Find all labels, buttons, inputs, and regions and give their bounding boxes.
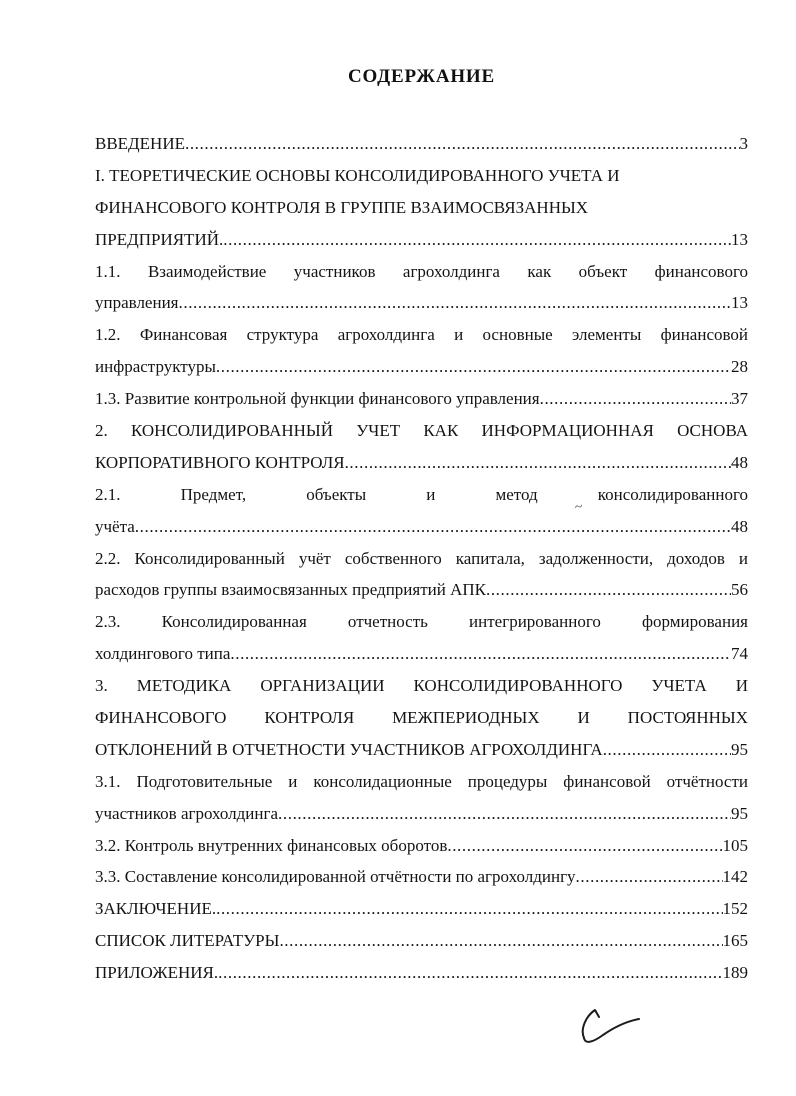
toc-entry-zaklyuchenie — [95, 893, 748, 925]
toc-entry-text: 3.3. Составление консолидированной отчётности по агрохолдингу — [95, 867, 576, 887]
handwritten-pen-mark-icon — [562, 1006, 647, 1048]
toc-entry-1-2-line2 — [95, 351, 748, 383]
dot-leader — [486, 574, 731, 606]
toc-entry-text: ВВЕДЕНИЕ — [95, 134, 185, 153]
toc-entry-2-1-line1: 2.1. Предмет, объекты и метод консолидированного — [95, 484, 748, 504]
toc-chapter2-line2 — [95, 447, 748, 479]
toc-page-number: 152 — [722, 899, 748, 919]
toc-entry-text: холдингового типа — [95, 644, 231, 664]
toc-chapter3-line1: 3. МЕТОДИКА ОРГАНИЗАЦИИ КОНСОЛИДИРОВАННОГО УЧЕТА И — [95, 676, 748, 696]
dot-leader — [278, 798, 731, 830]
toc-entry-1-2-line1: 1.2. Финансовая структура агрохолдинга и основные элементы финансовой — [95, 325, 748, 345]
toc-entry-spisok-literatury — [95, 925, 748, 957]
page-title: СОДЕРЖАНИЕ — [348, 66, 495, 87]
toc-entry-2-3-line2 — [95, 638, 748, 670]
toc-page-number: 48 — [731, 516, 748, 536]
dot-leader — [216, 351, 731, 383]
toc-page-number: 28 — [731, 357, 748, 377]
toc-entry-text: СПИСОК ЛИТЕРАТУРЫ — [95, 931, 280, 951]
toc-entry-text: расходов группы взаимосвязанных предприятий АПК — [95, 580, 486, 600]
toc-page-number: 56 — [731, 580, 748, 600]
toc-entry-2-3-line1: 2.3. Консолидированная отчетность интегрированного формирования — [95, 612, 748, 632]
toc-chapter1-line2: ФИНАНСОВОГО КОНТРОЛЯ В ГРУППЕ ВЗАИМОСВЯЗАННЫХ — [95, 197, 589, 217]
toc-page-number: 95 — [731, 739, 748, 759]
toc-entry-text: ЗАКЛЮЧЕНИЕ. — [95, 899, 217, 919]
dot-leader — [279, 925, 722, 957]
toc-entry-3-3 — [95, 861, 748, 893]
toc-page-number: 48 — [731, 452, 748, 472]
toc-chapter3-line3 — [95, 734, 748, 766]
toc-entry-3-1-line2 — [95, 798, 748, 830]
toc-entry-text: учёта — [95, 516, 135, 536]
toc-entry-3-2 — [95, 830, 748, 862]
dot-leader — [185, 128, 740, 160]
toc-chapter2-line1: 2. КОНСОЛИДИРОВАННЫЙ УЧЕТ КАК ИНФОРМАЦИОННАЯ ОСНОВА — [95, 421, 748, 441]
toc-entry-2-1-line2 — [95, 511, 748, 543]
toc-entry-1-3 — [95, 383, 748, 415]
toc-entry-text: ПРЕДПРИЯТИЙ. — [95, 229, 224, 249]
toc-page-number: 95 — [731, 803, 748, 823]
toc-entry-3-1-line1: 3.1. Подготовительные и консолидационные процедуры финансовой отчётности — [95, 771, 748, 791]
toc-entry-text: КОРПОРАТИВНОГО КОНТРОЛЯ — [95, 452, 345, 472]
toc-page-number: 189 — [722, 963, 748, 983]
toc-chapter1-line3 — [95, 224, 748, 256]
table-of-contents — [95, 128, 748, 989]
toc-entry-text: управления — [95, 293, 179, 313]
toc-page-number: 37 — [731, 389, 748, 409]
toc-entry-prilozheniya — [95, 957, 748, 989]
toc-page-number: 3 — [739, 134, 748, 153]
dot-leader — [216, 893, 722, 925]
toc-page-number: 165 — [722, 931, 748, 951]
toc-entry-1-1-line2 — [95, 287, 748, 319]
toc-entry-text: ПРИЛОЖЕНИЯ. — [95, 963, 219, 983]
toc-entry-vvedenie — [95, 128, 748, 160]
dot-leader — [603, 734, 731, 766]
toc-page-number: 13 — [731, 229, 748, 249]
toc-entry-text: 1.3. Развитие контрольной функции финансового управления — [95, 389, 540, 409]
toc-page-number: 74 — [731, 644, 748, 664]
dot-leader — [230, 638, 731, 670]
toc-entry-2-2-line1: 2.2. Консолидированный учёт собственного капитала, задолженности, доходов и — [95, 548, 748, 568]
dot-leader — [218, 957, 722, 989]
toc-chapter3-line2: ФИНАНСОВОГО КОНТРОЛЯ МЕЖПЕРИОДНЫХ И ПОСТОЯННЫХ — [95, 708, 748, 728]
dot-leader — [540, 383, 731, 415]
dot-leader — [135, 511, 731, 543]
dot-leader — [345, 447, 731, 479]
dot-leader — [576, 861, 723, 893]
toc-entry-2-2-line2 — [95, 574, 748, 606]
toc-chapter1-line1: I. ТЕОРЕТИЧЕСКИЕ ОСНОВЫ КОНСОЛИДИРОВАННОГО УЧЕТА И — [95, 165, 620, 185]
toc-page-number: 142 — [722, 867, 748, 887]
dot-leader — [223, 224, 731, 256]
toc-page-number: 13 — [731, 293, 748, 313]
toc-page-number: 105 — [722, 835, 748, 855]
dot-leader — [447, 830, 722, 862]
toc-entry-text: участников агрохолдинга — [95, 803, 279, 823]
toc-entry-text: 3.2. Контроль внутренних финансовых оборотов — [95, 835, 448, 855]
toc-entry-text: инфраструктуры — [95, 357, 216, 377]
dot-leader — [179, 287, 732, 319]
toc-entry-text: ОТКЛОНЕНИЙ В ОТЧЕТНОСТИ УЧАСТНИКОВ АГРОХОЛДИНГА — [95, 739, 603, 759]
toc-entry-1-1-line1: 1.1. Взаимодействие участников агрохолдинга как объект финансового — [95, 261, 748, 281]
